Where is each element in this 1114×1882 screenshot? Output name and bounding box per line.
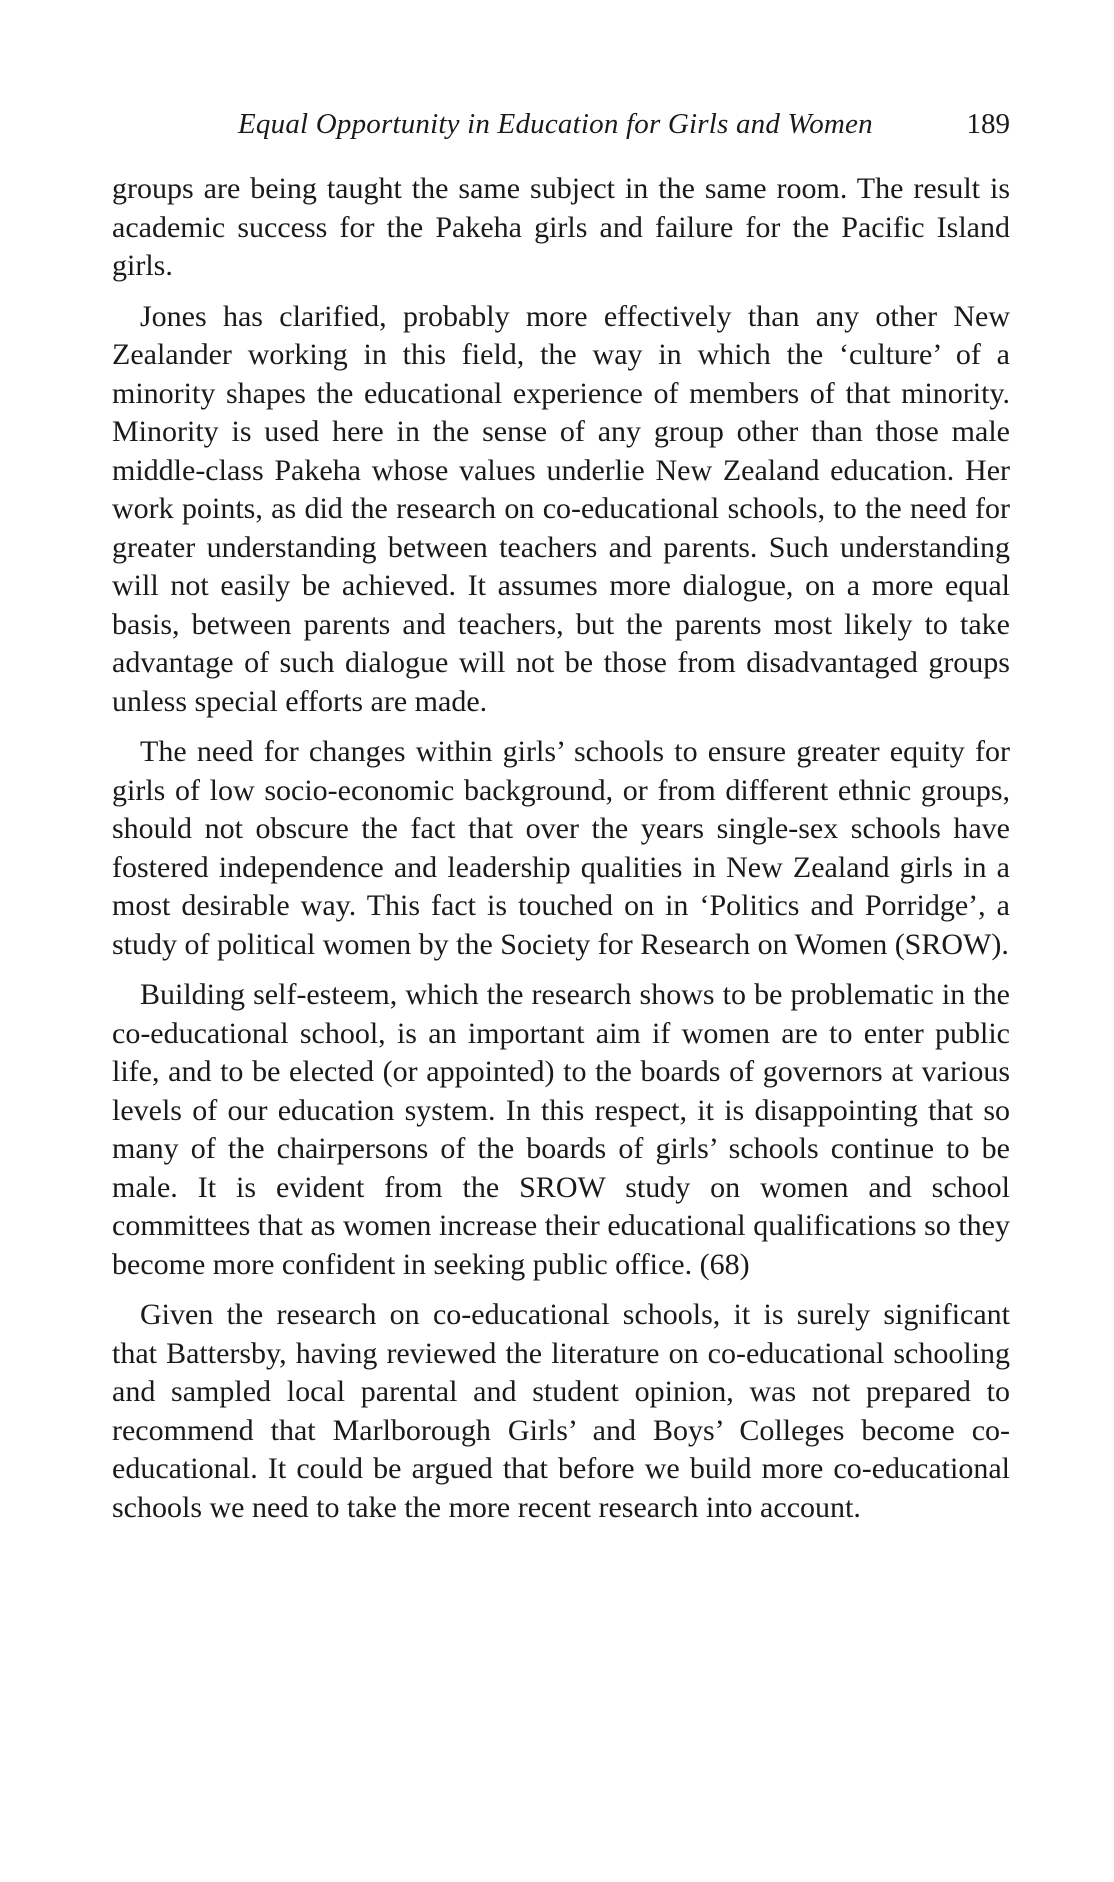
paragraph-continued: groups are being taught the same subject in the same room. The result is academic success for the Pakeha girls and failure for the Pacific Island girls. <box>112 172 1010 282</box>
paragraph-girls-schools: The need for changes within girls’ schools to ensure greater equity for girls of low socio-economic background, or from different ethnic groups, should not obscure the fact that over the years single-sex schools have fostered independence and leadership qualities in New Zealand girls in a most desirable way. This fact is touched on in ‘Politics and Porridge’, a study of political women by the Society for Research on Women (SROW). <box>112 735 1010 961</box>
paragraph-battersby: Given the research on co-educational schools, it is surely significant that Battersby, having reviewed the literature on co-educational schooling and sampled local parental and student opinion, was not prepared to recommend that Marlborough Girls’ and Boys’ Colleges become co-educational. It could be argued that before we build more co-educational schools we need to take the more recent research into account. <box>112 1298 1010 1524</box>
running-title: Equal Opportunity in Education for Girls and Women <box>238 108 873 140</box>
page-number: 189 <box>966 108 1010 140</box>
paragraph-self-esteem: Building self-esteem, which the research shows to be problematic in the co-educational school, is an important aim if women are to enter public life, and to be elected (or appointed) to the boards of governors at various levels of our education system. In this respect, it is disappointing that so many of the chairpersons of the boards of girls’ schools continue to be male. It is evident from the SROW study on women and school committees that as women increase their educational qualifications so they become more confident in seeking public office. (68) <box>112 978 1010 1281</box>
paragraph-jones: Jones has clarified, probably more effectively than any other New Zealander working in this field, the way in which the ‘culture’ of a minority shapes the educational experience of members of that minority. Minority is used here in the sense of any group other than those male middle-class Pakeha whose values underlie New Zealand education. Her work points, as did the research on co-educational schools, to the need for greater understanding between teachers and parents. Such understanding will not easily be achieved. It assumes more dialogue, on a more equal basis, between parents and teachers, but the parents most likely to take advantage of such dialogue will not be those from disadvantaged groups unless special efforts are made. <box>112 299 1010 718</box>
body-text <box>112 170 1010 1539</box>
running-head <box>112 104 1010 144</box>
